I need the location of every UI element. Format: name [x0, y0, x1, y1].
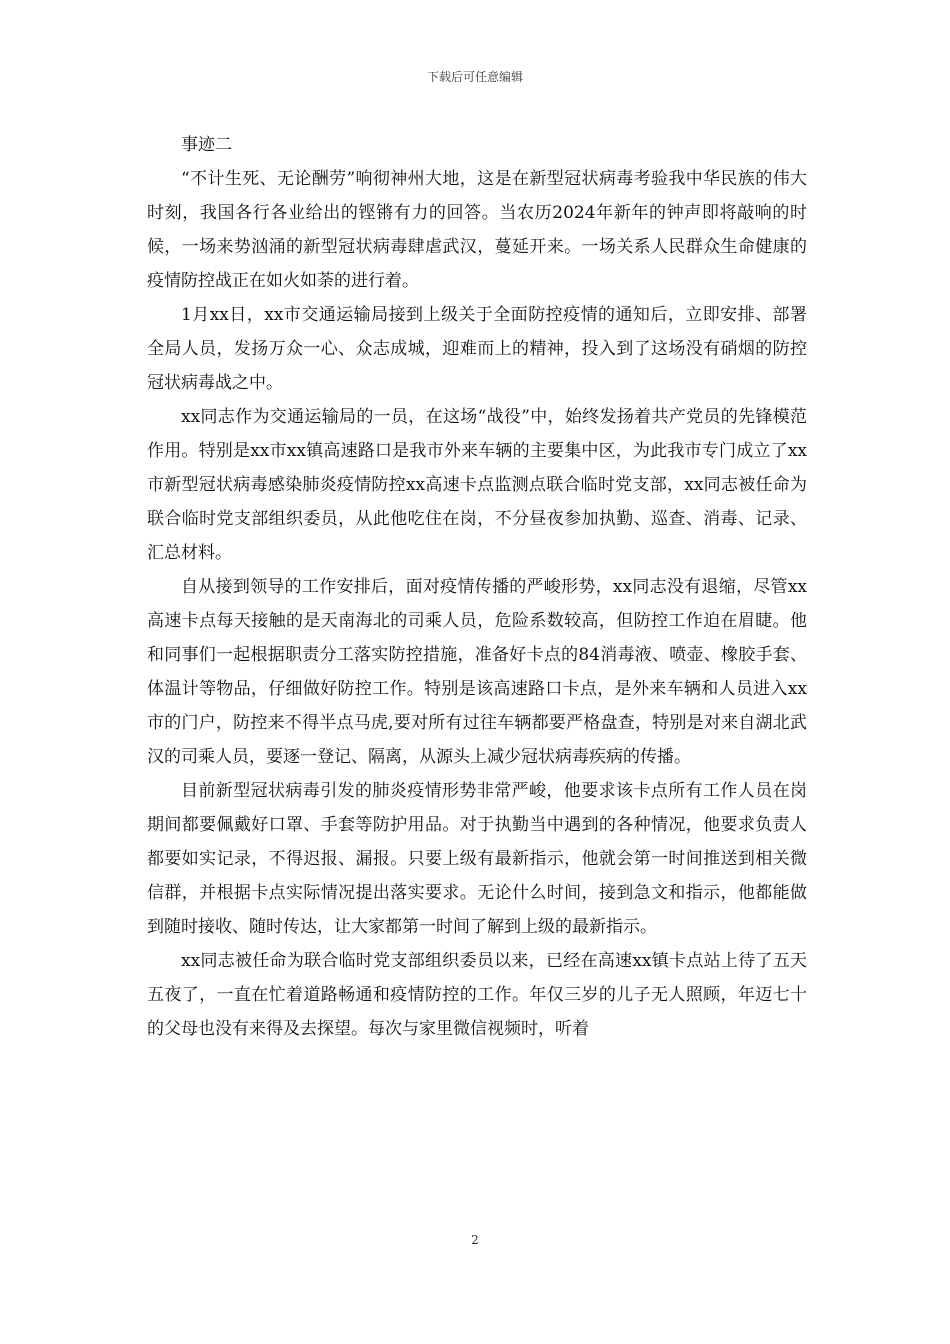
page-number: 2: [471, 1233, 479, 1247]
paragraph-3: xx同志作为交通运输局的一员，在这场“战役”中，始终发扬着共产党员的先锋模范作用。特别是xx市xx镇高速路口是我市外来车辆的主要集中区，为此我市专门成立了xx市新型冠状病毒感染肺炎疫情防控xx高速卡点监测点联合临时党支部，xx同志被任命为联合临时党支部组织委员，从此他吃住在岗，不分昼夜参加执勤、巡查、消毒、记录、汇总材料。: [147, 407, 807, 563]
paragraph-4: 自从接到领导的工作安排后，面对疫情传播的严峻形势，xx同志没有退缩，尽管xx高速卡点每天接触的是天南海北的司乘人员，危险系数较高，但防控工作迫在眉睫。他和同事们一起根据职责分工落实防控措施，准备好卡点的84消毒液、喷壶、橡胶手套、体温计等物品，仔细做好防控工作。特别是该高速路口卡点，是外来车辆和人员进入xx市的门户，防控来不得半点马虎,要对所有过往车辆都要严格盘查，特别是对来自湖北武汉的司乘人员，要逐一登记、隔离，从源头上减少冠状病毒疾病的传播。: [147, 577, 807, 767]
paragraph-1: “不计生死、无论酬劳”响彻神州大地，这是在新型冠状病毒考验我中华民族的伟大时刻，我国各行各业给出的铿锵有力的回答。当农历2024年新年的钟声即将敲响的时候，一场来势汹涌的新型冠状病毒肆虐武汉，蔓延开来。一场关系人民群众生命健康的疫情防控战正在如火如荼的进行着。: [147, 169, 807, 291]
section-title: 事迹二: [181, 135, 232, 155]
page-header: 下载后可任意编辑: [426, 70, 523, 84]
paragraph-5: 目前新型冠状病毒引发的肺炎疫情形势非常严峻，他要求该卡点所有工作人员在岗期间都要佩戴好口罩、手套等防护用品。对于执勤当中遇到的各种情况，他要求负责人都要如实记录，不得迟报、漏报。只要上级有最新指示，他就会第一时间推送到相关微信群，并根据卡点实际情况提出落实要求。无论什么时间，接到急文和指示，他都能做到随时接收、随时传达，让大家都第一时间了解到上级的最新指示。: [147, 781, 807, 937]
paragraph-6: xx同志被任命为联合临时党支部组织委员以来，已经在高速xx镇卡点站上待了五天五夜了，一直在忙着道路畅通和疫情防控的工作。年仅三岁的儿子无人照顾，年迈七十的父母也没有来得及去探望。每次与家里微信视频时，听着: [147, 951, 807, 1039]
document-body: [147, 128, 807, 1046]
paragraph-2: 1月xx日，xx市交通运输局接到上级关于全面防控疫情的通知后，立即安排、部署全局人员，发扬万众一心、众志成城，迎难而上的精神，投入到了这场没有硝烟的防控冠状病毒战之中。: [147, 305, 807, 393]
